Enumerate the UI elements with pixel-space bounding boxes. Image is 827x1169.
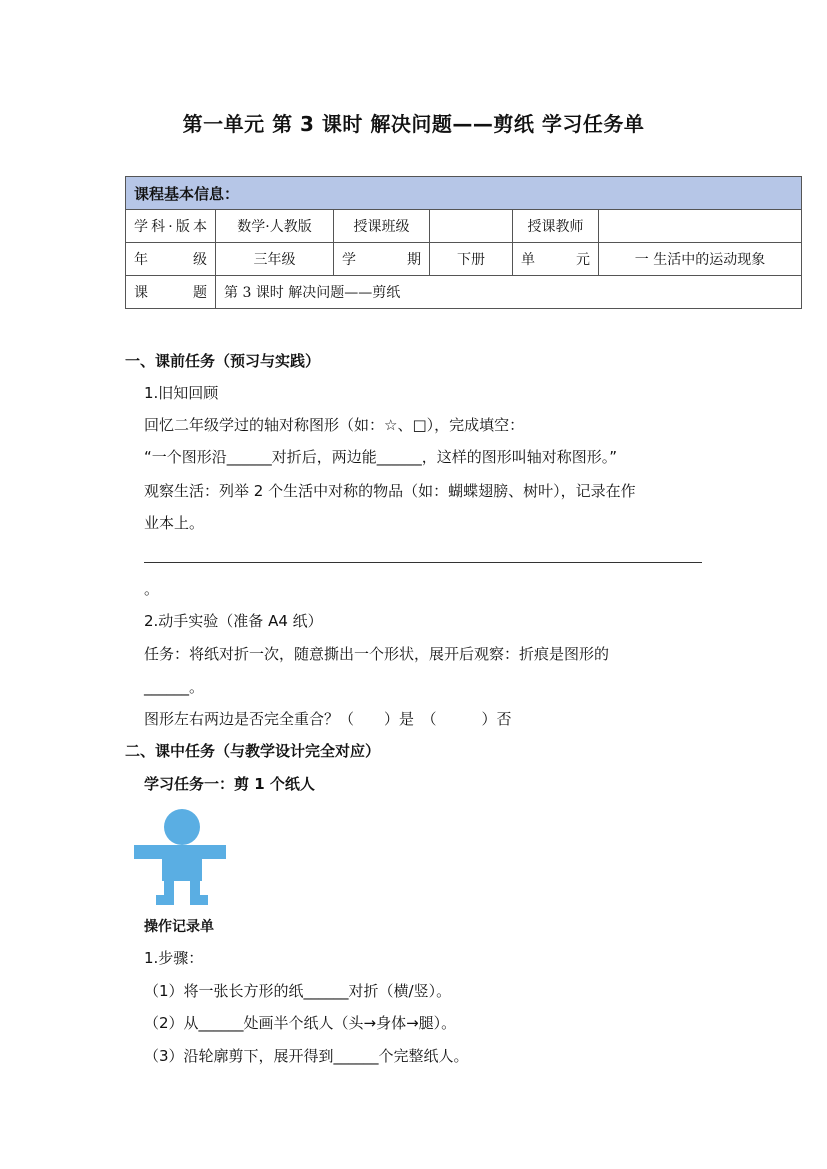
table-cell: 下册 — [430, 243, 513, 276]
section2-heading: 二、课中任务（与教学设计完全对应） — [125, 742, 381, 760]
section1-heading: 一、课前任务（预习与实践） — [125, 352, 321, 370]
step-3: （3）沿轮廓剪下，展开得到______个完整纸人。 — [144, 1047, 469, 1065]
item2-line3: 图形左右两边是否完全重合？（ ）是 （ ）否 — [144, 710, 512, 728]
step-1: （1）将一张长方形的纸______对折（横/竖）。 — [144, 982, 452, 1000]
table-cell: 学 期 — [334, 243, 430, 276]
course-info-table — [125, 176, 802, 309]
task1-title: 学习任务一：剪 1 个纸人 — [144, 775, 315, 793]
table-header: 课程基本信息： — [126, 177, 802, 210]
item1-line4: 业本上。 — [144, 514, 205, 532]
item1-title: 1.旧知回顾 — [144, 384, 219, 402]
table-cell: 三年级 — [216, 243, 334, 276]
table-cell: 授课班级 — [334, 210, 430, 243]
item1-line2: “一个图形沿______对折后，两边能______，这样的图形叫轴对称图形。” — [144, 448, 618, 466]
item2-line2: ______。 — [144, 678, 205, 696]
item1-line1: 回忆二年级学过的轴对称图形（如：☆、□），完成填空： — [144, 416, 525, 434]
table-cell: 年 级 — [126, 243, 216, 276]
record-title: 操作记录单 — [144, 919, 214, 935]
table-cell — [430, 210, 513, 243]
item1-line3: 观察生活：列举 2 个生活中对称的物品（如：蝴蝶翅膀、树叶），记录在作 — [144, 482, 636, 500]
table-cell: 一 生活中的运动现象 — [599, 243, 802, 276]
table-cell: 数学·人教版 — [216, 210, 334, 243]
paper-person-icon — [134, 805, 226, 905]
table-cell: 单 元 — [513, 243, 599, 276]
table-cell: 第 3 课时 解决问题——剪纸 — [216, 276, 802, 309]
table-cell: 课 题 — [126, 276, 216, 309]
item1-line5: 。 — [144, 580, 160, 598]
step-2: （2）从______处画半个纸人（头→身体→腿）。 — [144, 1014, 457, 1032]
steps-title: 1.步骤： — [144, 949, 204, 967]
page-title: 第一单元 第 3 课时 解决问题——剪纸 学习任务单 — [182, 112, 645, 136]
table-cell: 学科·版本 — [126, 210, 216, 243]
table-cell: 授课教师 — [513, 210, 599, 243]
table-cell — [599, 210, 802, 243]
item2-title: 2.动手实验（准备 A4 纸） — [144, 612, 323, 630]
item2-line1: 任务：将纸对折一次，随意撕出一个形状，展开后观察：折痕是图形的 — [144, 645, 610, 663]
answer-line — [144, 562, 702, 563]
